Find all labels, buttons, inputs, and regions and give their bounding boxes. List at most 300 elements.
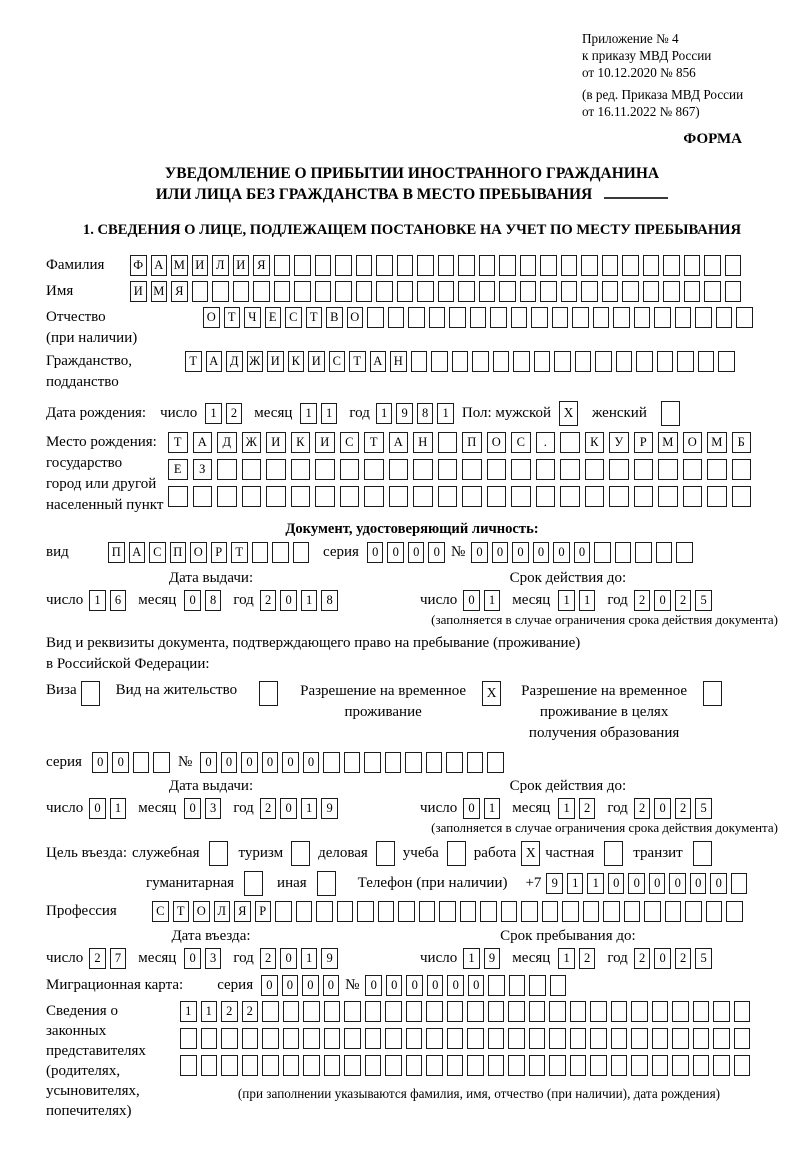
form-cell[interactable] bbox=[631, 1001, 648, 1022]
form-cell[interactable] bbox=[572, 307, 589, 328]
form-cell[interactable] bbox=[405, 752, 422, 773]
form-cell[interactable] bbox=[560, 459, 580, 480]
form-cell[interactable] bbox=[631, 1055, 648, 1076]
form-cell[interactable]: Н bbox=[390, 351, 407, 372]
form-cell[interactable]: 1 bbox=[301, 590, 318, 611]
form-cell[interactable] bbox=[262, 1028, 279, 1049]
form-cell[interactable] bbox=[452, 351, 469, 372]
form-cell[interactable]: 0 bbox=[447, 975, 464, 996]
form-cell[interactable] bbox=[212, 281, 229, 302]
form-cell[interactable]: 0 bbox=[463, 798, 480, 819]
form-cell[interactable] bbox=[540, 281, 557, 302]
form-cell[interactable] bbox=[458, 255, 475, 276]
form-cell[interactable]: 0 bbox=[89, 798, 106, 819]
form-cell[interactable]: 0 bbox=[468, 975, 485, 996]
form-cell[interactable]: 0 bbox=[654, 948, 671, 969]
form-cell[interactable]: З bbox=[193, 459, 213, 480]
form-cell[interactable] bbox=[335, 281, 352, 302]
form-cell[interactable]: М bbox=[171, 255, 188, 276]
form-cell[interactable]: Р bbox=[634, 432, 654, 453]
form-cell[interactable]: 1 bbox=[205, 403, 222, 424]
form-cell[interactable] bbox=[570, 1028, 587, 1049]
form-cell[interactable]: 0 bbox=[386, 975, 403, 996]
form-cell[interactable] bbox=[472, 351, 489, 372]
form-cell[interactable] bbox=[462, 459, 482, 480]
form-cell[interactable] bbox=[385, 1001, 402, 1022]
form-cell[interactable]: Т bbox=[231, 542, 248, 563]
purpose-work-checkbox[interactable]: X bbox=[521, 841, 540, 866]
form-cell[interactable] bbox=[180, 1055, 197, 1076]
form-cell[interactable] bbox=[467, 1055, 484, 1076]
form-cell[interactable] bbox=[654, 307, 671, 328]
form-cell[interactable] bbox=[713, 1001, 730, 1022]
form-cell[interactable] bbox=[725, 255, 742, 276]
form-cell[interactable] bbox=[479, 281, 496, 302]
form-cell[interactable] bbox=[315, 459, 335, 480]
purpose-transit-checkbox[interactable] bbox=[693, 841, 712, 866]
form-cell[interactable]: С bbox=[329, 351, 346, 372]
purpose-other-checkbox[interactable] bbox=[317, 871, 336, 896]
form-cell[interactable] bbox=[408, 307, 425, 328]
form-cell[interactable] bbox=[488, 1028, 505, 1049]
form-cell[interactable] bbox=[561, 255, 578, 276]
form-cell[interactable]: 2 bbox=[579, 948, 596, 969]
form-cell[interactable] bbox=[560, 432, 580, 453]
form-cell[interactable]: 1 bbox=[110, 798, 127, 819]
form-cell[interactable]: 0 bbox=[628, 873, 645, 894]
form-cell[interactable]: 0 bbox=[262, 752, 279, 773]
form-cell[interactable] bbox=[438, 255, 455, 276]
form-cell[interactable] bbox=[672, 1028, 689, 1049]
form-cell[interactable] bbox=[707, 459, 727, 480]
form-cell[interactable]: 1 bbox=[567, 873, 584, 894]
form-cell[interactable] bbox=[511, 307, 528, 328]
form-cell[interactable]: . bbox=[536, 432, 556, 453]
form-cell[interactable]: А bbox=[129, 542, 146, 563]
form-cell[interactable] bbox=[389, 486, 409, 507]
form-cell[interactable] bbox=[663, 255, 680, 276]
form-cell[interactable] bbox=[364, 752, 381, 773]
form-cell[interactable] bbox=[611, 1028, 628, 1049]
form-cell[interactable]: 3 bbox=[205, 798, 222, 819]
form-cell[interactable] bbox=[487, 459, 507, 480]
form-cell[interactable] bbox=[242, 1028, 259, 1049]
form-cell[interactable] bbox=[413, 459, 433, 480]
visa-checkbox[interactable] bbox=[81, 681, 100, 706]
form-cell[interactable]: 7 bbox=[110, 948, 127, 969]
form-cell[interactable] bbox=[693, 1028, 710, 1049]
form-cell[interactable]: К bbox=[291, 432, 311, 453]
purpose-tourism-checkbox[interactable] bbox=[291, 841, 310, 866]
form-cell[interactable]: 0 bbox=[282, 975, 299, 996]
form-cell[interactable] bbox=[406, 1001, 423, 1022]
form-cell[interactable] bbox=[439, 901, 456, 922]
form-cell[interactable]: 0 bbox=[280, 798, 297, 819]
form-cell[interactable] bbox=[344, 1028, 361, 1049]
form-cell[interactable]: А bbox=[389, 432, 409, 453]
form-cell[interactable]: 9 bbox=[321, 948, 338, 969]
form-cell[interactable] bbox=[487, 486, 507, 507]
form-cell[interactable]: П bbox=[462, 432, 482, 453]
form-cell[interactable] bbox=[447, 1028, 464, 1049]
form-cell[interactable] bbox=[274, 255, 291, 276]
form-cell[interactable] bbox=[467, 1028, 484, 1049]
form-cell[interactable] bbox=[438, 459, 458, 480]
form-cell[interactable] bbox=[413, 486, 433, 507]
form-cell[interactable]: 0 bbox=[427, 975, 444, 996]
form-cell[interactable]: 0 bbox=[649, 873, 666, 894]
form-cell[interactable] bbox=[323, 752, 340, 773]
form-cell[interactable] bbox=[643, 281, 660, 302]
form-cell[interactable] bbox=[378, 901, 395, 922]
form-cell[interactable] bbox=[549, 1028, 566, 1049]
form-cell[interactable]: 0 bbox=[669, 873, 686, 894]
form-cell[interactable]: Ж bbox=[247, 351, 264, 372]
form-cell[interactable]: Л bbox=[214, 901, 231, 922]
form-cell[interactable]: Я bbox=[234, 901, 251, 922]
form-cell[interactable]: У bbox=[609, 432, 629, 453]
form-cell[interactable] bbox=[501, 901, 518, 922]
form-cell[interactable] bbox=[652, 1028, 669, 1049]
form-cell[interactable] bbox=[275, 901, 292, 922]
form-cell[interactable] bbox=[529, 1055, 546, 1076]
form-cell[interactable] bbox=[426, 752, 443, 773]
form-cell[interactable]: 1 bbox=[587, 873, 604, 894]
form-cell[interactable]: М bbox=[707, 432, 727, 453]
form-cell[interactable]: 1 bbox=[437, 403, 454, 424]
temp-residence-education-checkbox[interactable] bbox=[703, 681, 722, 706]
form-cell[interactable] bbox=[324, 1055, 341, 1076]
form-cell[interactable] bbox=[540, 255, 557, 276]
form-cell[interactable]: И bbox=[315, 432, 335, 453]
form-cell[interactable]: Т bbox=[185, 351, 202, 372]
form-cell[interactable] bbox=[294, 281, 311, 302]
form-cell[interactable] bbox=[624, 901, 641, 922]
form-cell[interactable]: Я bbox=[171, 281, 188, 302]
form-cell[interactable] bbox=[685, 901, 702, 922]
form-cell[interactable]: 0 bbox=[574, 542, 591, 563]
temp-residence-permit-checkbox[interactable]: X bbox=[482, 681, 501, 706]
form-cell[interactable] bbox=[480, 901, 497, 922]
form-cell[interactable]: С bbox=[340, 432, 360, 453]
form-cell[interactable] bbox=[133, 752, 150, 773]
form-cell[interactable] bbox=[590, 1028, 607, 1049]
form-cell[interactable]: 0 bbox=[280, 948, 297, 969]
form-cell[interactable] bbox=[303, 1001, 320, 1022]
form-cell[interactable] bbox=[511, 459, 531, 480]
form-cell[interactable]: С bbox=[152, 901, 169, 922]
form-cell[interactable] bbox=[732, 486, 752, 507]
form-cell[interactable] bbox=[593, 307, 610, 328]
form-cell[interactable]: 0 bbox=[323, 975, 340, 996]
form-cell[interactable] bbox=[658, 459, 678, 480]
form-cell[interactable] bbox=[344, 1001, 361, 1022]
form-cell[interactable]: 0 bbox=[406, 975, 423, 996]
form-cell[interactable] bbox=[734, 1001, 751, 1022]
form-cell[interactable]: С bbox=[285, 307, 302, 328]
form-cell[interactable]: Р bbox=[211, 542, 228, 563]
form-cell[interactable]: 0 bbox=[463, 590, 480, 611]
form-cell[interactable]: 0 bbox=[387, 542, 404, 563]
form-cell[interactable] bbox=[542, 901, 559, 922]
purpose-official-checkbox[interactable] bbox=[209, 841, 228, 866]
form-cell[interactable] bbox=[344, 752, 361, 773]
form-cell[interactable] bbox=[447, 1055, 464, 1076]
form-cell[interactable]: 0 bbox=[690, 873, 707, 894]
form-cell[interactable] bbox=[303, 1055, 320, 1076]
form-cell[interactable] bbox=[561, 281, 578, 302]
form-cell[interactable] bbox=[493, 351, 510, 372]
form-cell[interactable] bbox=[594, 542, 611, 563]
form-cell[interactable] bbox=[609, 486, 629, 507]
form-cell[interactable] bbox=[725, 281, 742, 302]
form-cell[interactable] bbox=[631, 1028, 648, 1049]
form-cell[interactable]: 1 bbox=[463, 948, 480, 969]
form-cell[interactable] bbox=[706, 901, 723, 922]
form-cell[interactable] bbox=[585, 459, 605, 480]
form-cell[interactable] bbox=[698, 351, 715, 372]
form-cell[interactable]: А bbox=[206, 351, 223, 372]
form-cell[interactable] bbox=[581, 255, 598, 276]
form-cell[interactable] bbox=[262, 1055, 279, 1076]
form-cell[interactable]: О bbox=[190, 542, 207, 563]
form-cell[interactable] bbox=[657, 351, 674, 372]
form-cell[interactable] bbox=[221, 1028, 238, 1049]
purpose-humanitarian-checkbox[interactable] bbox=[244, 871, 263, 896]
form-cell[interactable]: 1 bbox=[321, 403, 338, 424]
form-cell[interactable] bbox=[677, 351, 694, 372]
form-cell[interactable] bbox=[707, 486, 727, 507]
form-cell[interactable] bbox=[217, 459, 237, 480]
form-cell[interactable]: 1 bbox=[558, 798, 575, 819]
form-cell[interactable]: П bbox=[170, 542, 187, 563]
form-cell[interactable] bbox=[575, 351, 592, 372]
form-cell[interactable] bbox=[676, 542, 693, 563]
form-cell[interactable] bbox=[693, 1001, 710, 1022]
form-cell[interactable] bbox=[429, 307, 446, 328]
form-cell[interactable] bbox=[385, 1028, 402, 1049]
form-cell[interactable]: 1 bbox=[300, 403, 317, 424]
form-cell[interactable] bbox=[266, 459, 286, 480]
form-cell[interactable] bbox=[520, 281, 537, 302]
form-cell[interactable]: О bbox=[193, 901, 210, 922]
form-cell[interactable] bbox=[616, 351, 633, 372]
form-cell[interactable]: 5 bbox=[695, 948, 712, 969]
form-cell[interactable] bbox=[718, 351, 735, 372]
form-cell[interactable]: 5 bbox=[695, 590, 712, 611]
form-cell[interactable]: 0 bbox=[184, 590, 201, 611]
form-cell[interactable] bbox=[672, 1001, 689, 1022]
form-cell[interactable] bbox=[335, 255, 352, 276]
form-cell[interactable] bbox=[364, 486, 384, 507]
form-cell[interactable] bbox=[367, 307, 384, 328]
form-cell[interactable] bbox=[467, 1001, 484, 1022]
form-cell[interactable] bbox=[315, 255, 332, 276]
form-cell[interactable] bbox=[385, 1055, 402, 1076]
form-cell[interactable] bbox=[560, 486, 580, 507]
form-cell[interactable] bbox=[293, 542, 310, 563]
form-cell[interactable] bbox=[291, 486, 311, 507]
form-cell[interactable] bbox=[695, 307, 712, 328]
form-cell[interactable] bbox=[398, 901, 415, 922]
form-cell[interactable]: Т bbox=[173, 901, 190, 922]
form-cell[interactable] bbox=[388, 307, 405, 328]
form-cell[interactable] bbox=[376, 281, 393, 302]
form-cell[interactable] bbox=[376, 255, 393, 276]
form-cell[interactable] bbox=[201, 1028, 218, 1049]
form-cell[interactable] bbox=[636, 351, 653, 372]
form-cell[interactable] bbox=[736, 307, 753, 328]
form-cell[interactable] bbox=[462, 486, 482, 507]
form-cell[interactable] bbox=[536, 486, 556, 507]
form-cell[interactable]: 1 bbox=[301, 798, 318, 819]
form-cell[interactable] bbox=[704, 255, 721, 276]
form-cell[interactable]: 0 bbox=[303, 752, 320, 773]
form-cell[interactable]: 0 bbox=[608, 873, 625, 894]
form-cell[interactable]: 1 bbox=[579, 590, 596, 611]
form-cell[interactable] bbox=[609, 459, 629, 480]
form-cell[interactable] bbox=[315, 486, 335, 507]
form-cell[interactable] bbox=[726, 901, 743, 922]
form-cell[interactable] bbox=[554, 351, 571, 372]
form-cell[interactable]: 1 bbox=[558, 948, 575, 969]
form-cell[interactable] bbox=[603, 901, 620, 922]
form-cell[interactable] bbox=[634, 307, 651, 328]
form-cell[interactable] bbox=[365, 1001, 382, 1022]
form-cell[interactable]: Ж bbox=[242, 432, 262, 453]
form-cell[interactable] bbox=[365, 1028, 382, 1049]
form-cell[interactable]: 8 bbox=[205, 590, 222, 611]
form-cell[interactable]: 1 bbox=[484, 798, 501, 819]
form-cell[interactable]: 8 bbox=[417, 403, 434, 424]
form-cell[interactable] bbox=[643, 255, 660, 276]
form-cell[interactable]: Т bbox=[364, 432, 384, 453]
form-cell[interactable] bbox=[713, 1028, 730, 1049]
form-cell[interactable]: 0 bbox=[302, 975, 319, 996]
form-cell[interactable] bbox=[663, 281, 680, 302]
form-cell[interactable] bbox=[447, 1001, 464, 1022]
form-cell[interactable] bbox=[684, 255, 701, 276]
form-cell[interactable] bbox=[294, 255, 311, 276]
form-cell[interactable] bbox=[590, 1055, 607, 1076]
form-cell[interactable] bbox=[713, 1055, 730, 1076]
form-cell[interactable]: И bbox=[266, 432, 286, 453]
form-cell[interactable] bbox=[340, 459, 360, 480]
form-cell[interactable] bbox=[356, 255, 373, 276]
form-cell[interactable] bbox=[550, 975, 567, 996]
form-cell[interactable] bbox=[438, 281, 455, 302]
form-cell[interactable]: 2 bbox=[675, 798, 692, 819]
form-cell[interactable] bbox=[549, 1055, 566, 1076]
form-cell[interactable]: 0 bbox=[261, 975, 278, 996]
form-cell[interactable] bbox=[672, 1055, 689, 1076]
form-cell[interactable] bbox=[303, 1028, 320, 1049]
form-cell[interactable]: 2 bbox=[675, 948, 692, 969]
form-cell[interactable]: 6 bbox=[110, 590, 127, 611]
form-cell[interactable] bbox=[438, 432, 458, 453]
form-cell[interactable]: 0 bbox=[282, 752, 299, 773]
form-cell[interactable] bbox=[438, 486, 458, 507]
form-cell[interactable] bbox=[449, 307, 466, 328]
form-cell[interactable] bbox=[467, 752, 484, 773]
form-cell[interactable]: Я bbox=[253, 255, 270, 276]
form-cell[interactable] bbox=[716, 307, 733, 328]
form-cell[interactable]: 0 bbox=[654, 590, 671, 611]
form-cell[interactable]: 0 bbox=[241, 752, 258, 773]
form-cell[interactable] bbox=[488, 1055, 505, 1076]
form-cell[interactable]: П bbox=[108, 542, 125, 563]
form-cell[interactable]: 2 bbox=[675, 590, 692, 611]
form-cell[interactable]: О bbox=[203, 307, 220, 328]
form-cell[interactable] bbox=[488, 1001, 505, 1022]
form-cell[interactable] bbox=[536, 459, 556, 480]
form-cell[interactable] bbox=[644, 901, 661, 922]
form-cell[interactable]: Т bbox=[306, 307, 323, 328]
form-cell[interactable] bbox=[583, 901, 600, 922]
form-cell[interactable] bbox=[201, 1055, 218, 1076]
form-cell[interactable] bbox=[652, 1001, 669, 1022]
form-cell[interactable] bbox=[731, 873, 748, 894]
form-cell[interactable] bbox=[704, 281, 721, 302]
form-cell[interactable]: 0 bbox=[512, 542, 529, 563]
form-cell[interactable]: 5 bbox=[695, 798, 712, 819]
form-cell[interactable] bbox=[192, 281, 209, 302]
form-cell[interactable] bbox=[590, 1001, 607, 1022]
form-cell[interactable]: 1 bbox=[180, 1001, 197, 1022]
form-cell[interactable] bbox=[242, 459, 262, 480]
form-cell[interactable] bbox=[406, 1028, 423, 1049]
form-cell[interactable]: 2 bbox=[634, 798, 651, 819]
form-cell[interactable] bbox=[529, 1001, 546, 1022]
form-cell[interactable]: А bbox=[193, 432, 213, 453]
form-cell[interactable] bbox=[634, 459, 654, 480]
form-cell[interactable]: 9 bbox=[484, 948, 501, 969]
form-cell[interactable]: 1 bbox=[558, 590, 575, 611]
form-cell[interactable]: 1 bbox=[376, 403, 393, 424]
form-cell[interactable] bbox=[426, 1001, 443, 1022]
form-cell[interactable]: С bbox=[511, 432, 531, 453]
form-cell[interactable] bbox=[622, 255, 639, 276]
form-cell[interactable]: 2 bbox=[634, 948, 651, 969]
form-cell[interactable] bbox=[252, 542, 269, 563]
form-cell[interactable] bbox=[344, 1055, 361, 1076]
form-cell[interactable] bbox=[684, 281, 701, 302]
form-cell[interactable]: 0 bbox=[710, 873, 727, 894]
form-cell[interactable] bbox=[337, 901, 354, 922]
form-cell[interactable]: К bbox=[288, 351, 305, 372]
form-cell[interactable] bbox=[357, 901, 374, 922]
form-cell[interactable]: 8 bbox=[321, 590, 338, 611]
form-cell[interactable]: 0 bbox=[184, 798, 201, 819]
form-cell[interactable]: 0 bbox=[221, 752, 238, 773]
form-cell[interactable] bbox=[499, 281, 516, 302]
form-cell[interactable]: 0 bbox=[365, 975, 382, 996]
form-cell[interactable] bbox=[602, 255, 619, 276]
form-cell[interactable] bbox=[531, 307, 548, 328]
form-cell[interactable]: Т bbox=[224, 307, 241, 328]
form-cell[interactable] bbox=[570, 1001, 587, 1022]
sex-male-checkbox[interactable]: X bbox=[559, 401, 578, 426]
form-cell[interactable] bbox=[221, 1055, 238, 1076]
form-cell[interactable] bbox=[397, 281, 414, 302]
form-cell[interactable]: 0 bbox=[533, 542, 550, 563]
form-cell[interactable]: Е bbox=[265, 307, 282, 328]
form-cell[interactable] bbox=[734, 1055, 751, 1076]
form-cell[interactable] bbox=[340, 486, 360, 507]
form-cell[interactable]: 2 bbox=[260, 948, 277, 969]
form-cell[interactable] bbox=[283, 1028, 300, 1049]
form-cell[interactable] bbox=[611, 1001, 628, 1022]
